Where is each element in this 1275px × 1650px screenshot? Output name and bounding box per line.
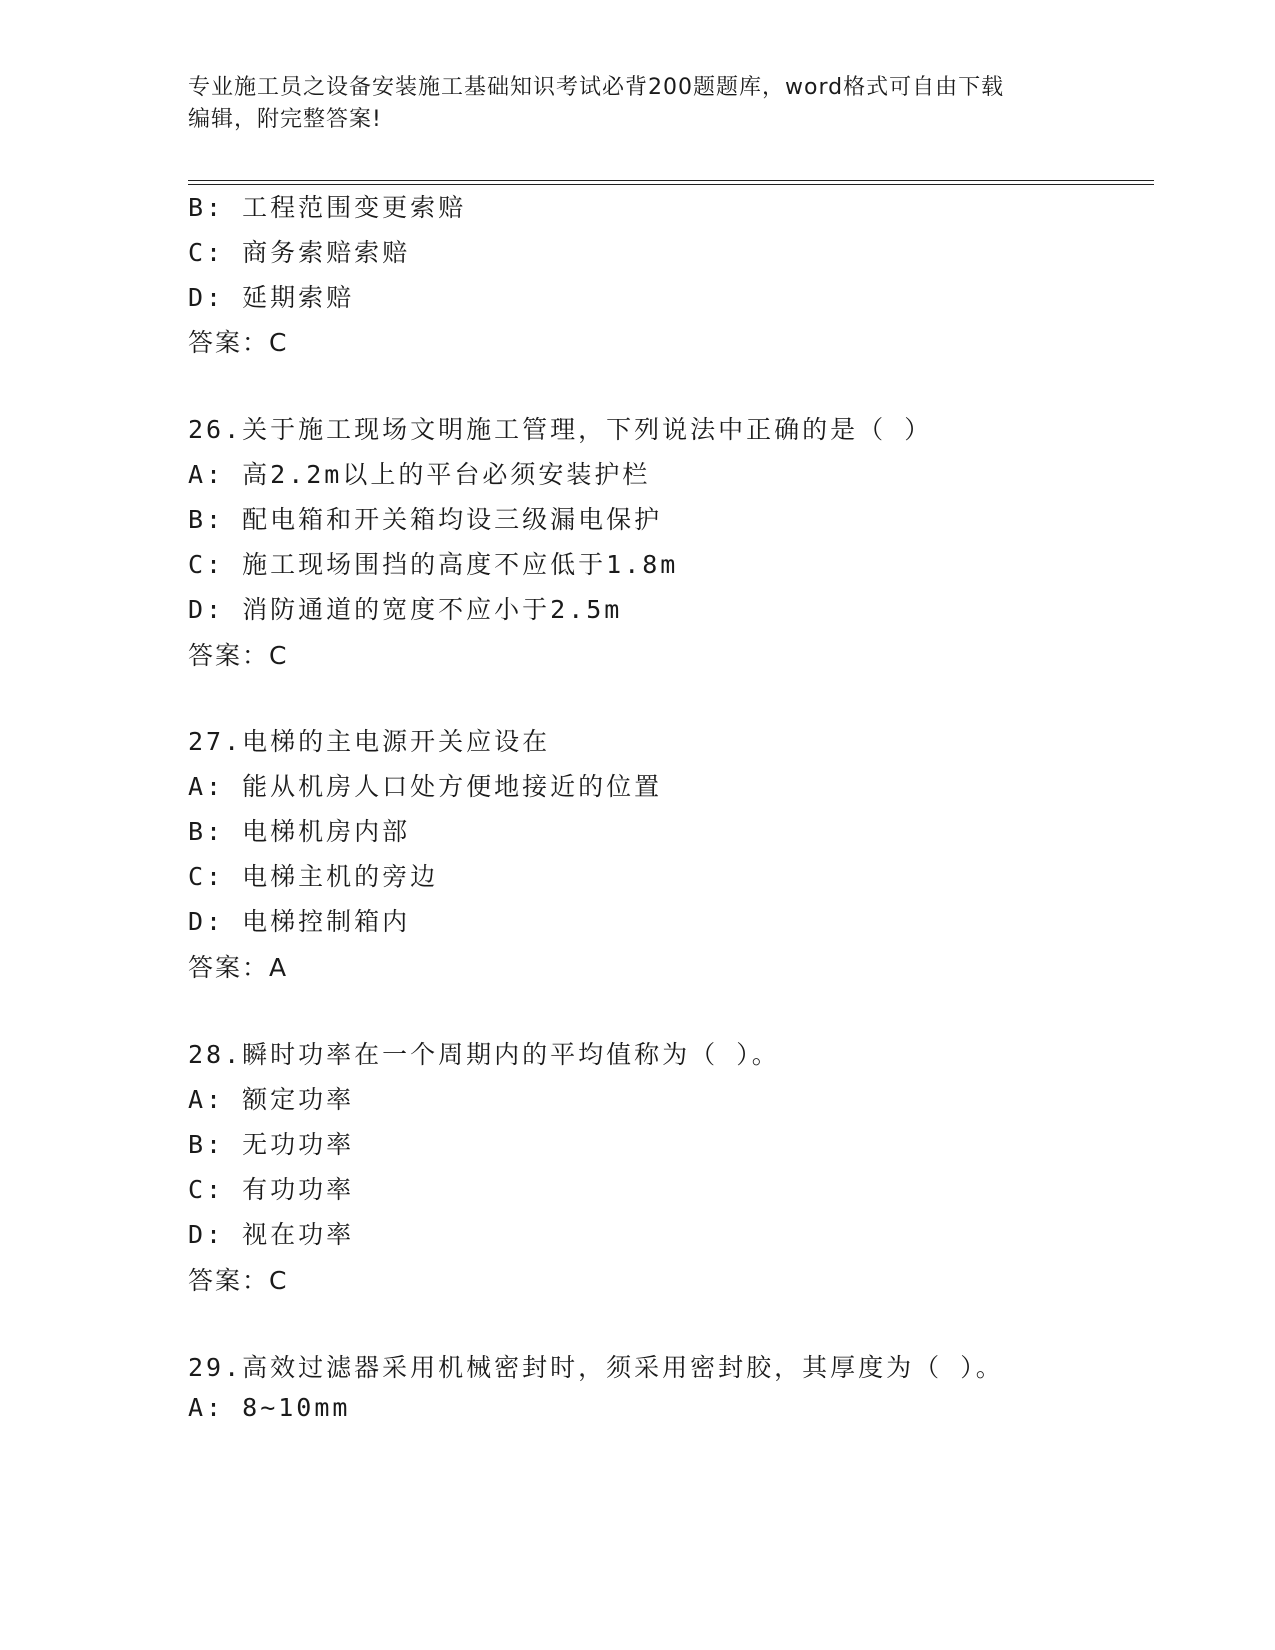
option-d: D: 消防通道的宽度不应小于2.5m	[188, 595, 623, 624]
answer-line: 答案：C	[188, 1266, 289, 1295]
option-c: C: 商务索赔索赔	[188, 238, 411, 267]
option-a: A: 高2.2m以上的平台必须安装护栏	[188, 460, 651, 489]
option-d: D: 视在功率	[188, 1220, 355, 1249]
answer-line: 答案：A	[188, 953, 289, 982]
option-a: A: 额定功率	[188, 1085, 355, 1114]
header-title-line-2: 编辑，附完整答案!	[188, 107, 382, 132]
question-stem: 26.关于施工现场文明施工管理，下列说法中正确的是（ ）	[188, 415, 933, 444]
option-c: C: 施工现场围挡的高度不应低于1.8m	[188, 550, 679, 579]
header-divider-top	[188, 180, 1154, 181]
option-c: C: 有功功率	[188, 1175, 355, 1204]
document-header	[188, 72, 1088, 136]
option-d: D: 电梯控制箱内	[188, 907, 411, 936]
answer-line: 答案：C	[188, 328, 289, 357]
question-stem: 28.瞬时功率在一个周期内的平均值称为（ ）。	[188, 1040, 780, 1069]
header-divider-bottom	[188, 184, 1154, 185]
option-d: D: 延期索赔	[188, 283, 355, 312]
option-b: B: 配电箱和开关箱均设三级漏电保护	[188, 505, 663, 534]
header-title-line-1: 专业施工员之设备安装施工基础知识考试必背200题题库，word格式可自由下载	[188, 75, 1005, 100]
option-a: A: 能从机房人口处方便地接近的位置	[188, 772, 663, 801]
answer-line: 答案：C	[188, 641, 289, 670]
option-a: A: 8~10mm	[188, 1393, 351, 1422]
option-c: C: 电梯主机的旁边	[188, 862, 439, 891]
option-b: B: 电梯机房内部	[188, 817, 411, 846]
question-stem: 29.高效过滤器采用机械密封时，须采用密封胶，其厚度为（ ）。	[188, 1353, 1004, 1382]
question-stem: 27.电梯的主电源开关应设在	[188, 727, 551, 756]
option-b: B: 工程范围变更索赔	[188, 193, 467, 222]
option-b: B: 无功功率	[188, 1130, 355, 1159]
